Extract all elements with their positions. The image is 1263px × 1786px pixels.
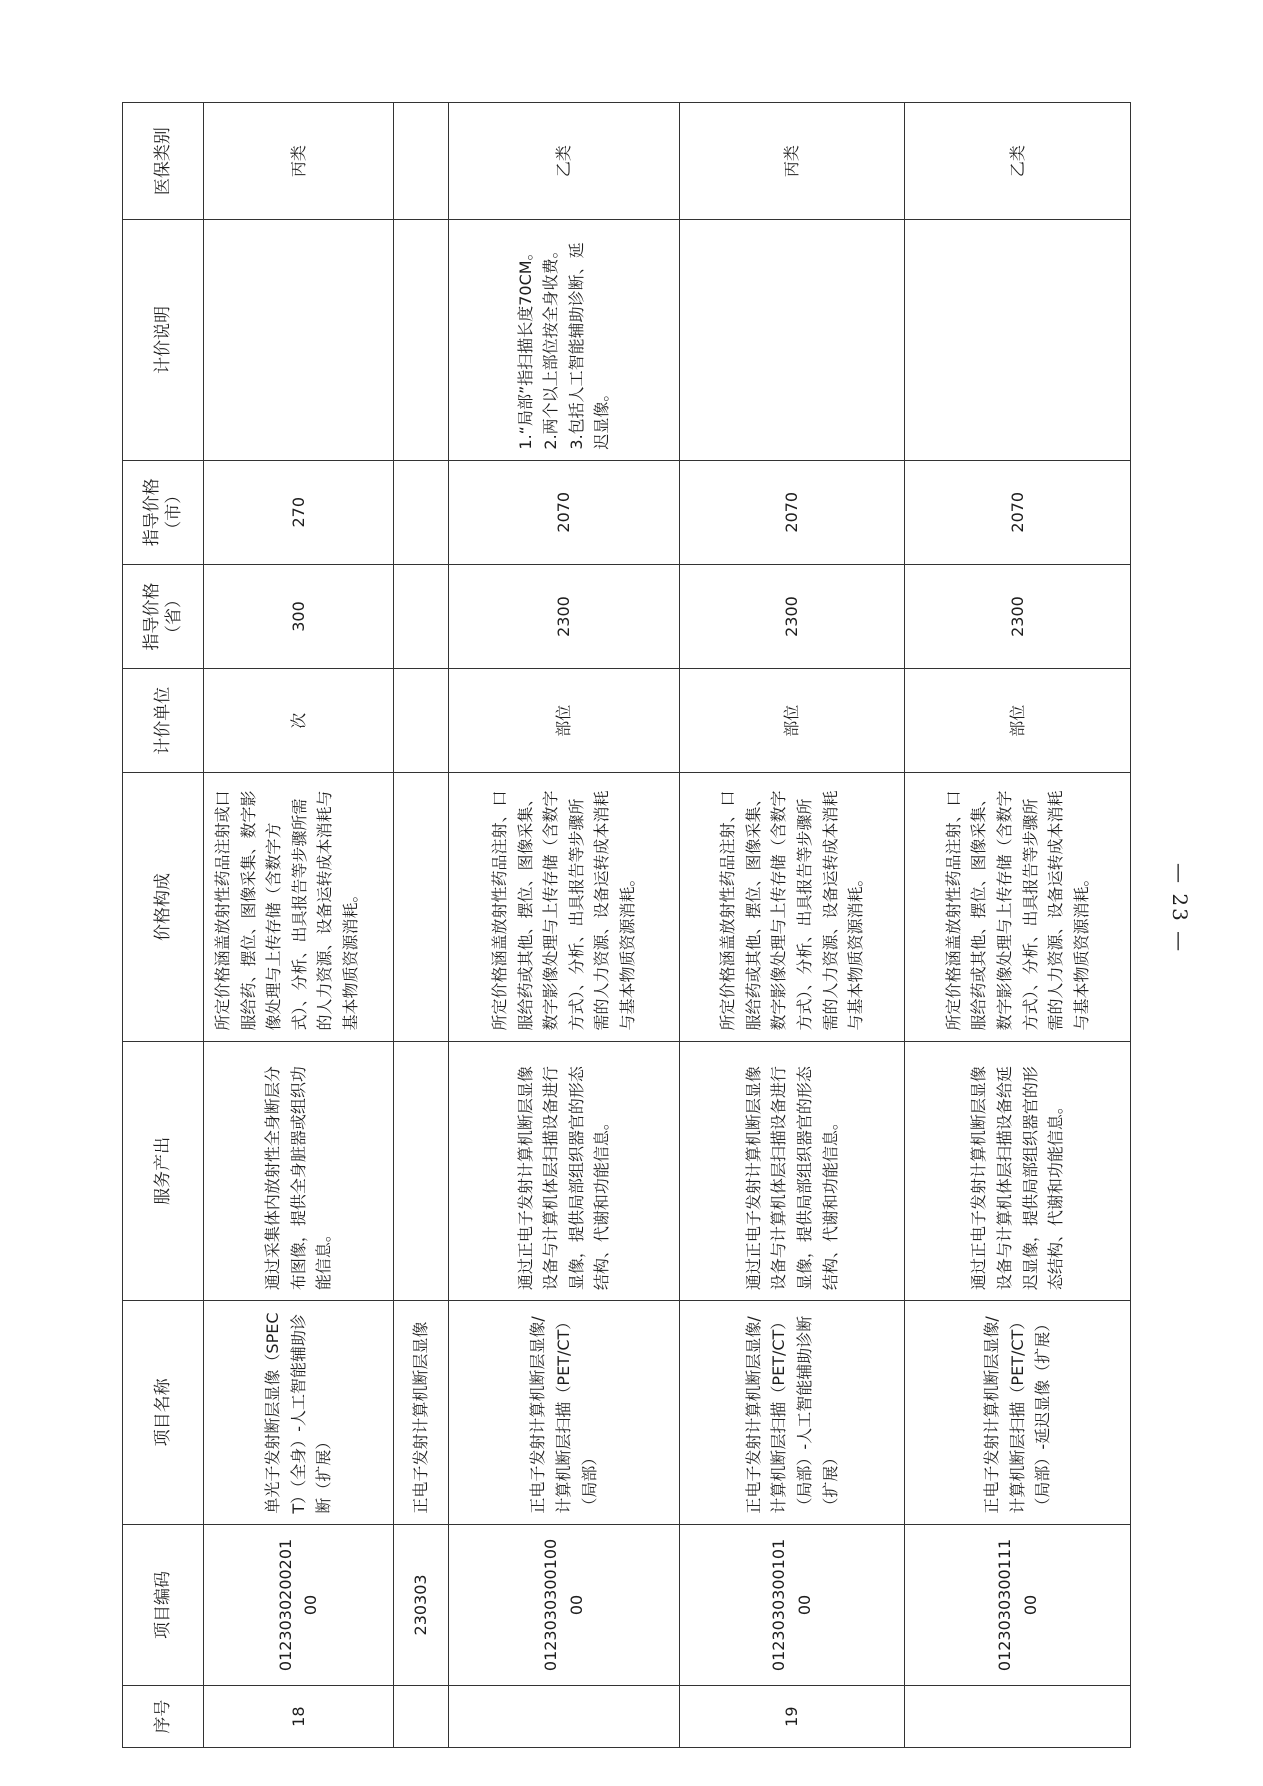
cell-name: 正电子发射计算机断层显像: [393, 1301, 448, 1524]
cell-unit: 部位: [449, 669, 680, 773]
cell-name: 正电子发射计算机断层显像/计算机断层扫描（PET/CT）（局部）: [449, 1301, 680, 1524]
cell-notes: [393, 220, 448, 460]
cell-seq: 18: [204, 1686, 394, 1748]
cell-price-province: 2300: [679, 564, 905, 668]
cell-composition: 所定价格涵盖放射性药品注射、口服给药或其他、摆位、图像采集、数字影像处理与上传存储（含数字方式）、分析、出具报告等步骤所需的人力资源、设备运转成本消耗与基本物质资源消耗。: [449, 773, 680, 1041]
cell-composition: 所定价格涵盖放射性药品注射或口服给药、摆位、图像采集、数字影像处理与上传存储（含数字方式）、分析、出具报告等步骤所需的人力资源、设备运转成本消耗与基本物质资源消耗。: [204, 773, 394, 1041]
cell-category: 乙类: [449, 103, 680, 220]
cell-unit: 部位: [905, 669, 1131, 773]
table-row: [204, 103, 394, 1748]
cell-code: 012303030010100: [679, 1524, 905, 1686]
cell-name: 正电子发射计算机断层显像/计算机断层扫描（PET/CT）（局部）-延迟显像（扩展）: [905, 1301, 1131, 1524]
cell-category: [393, 103, 448, 220]
cell-unit: 次: [204, 669, 394, 773]
cell-service: 通过正电子发射计算机断层显像设备与计算机体层扫描设备给延迟显像，提供局部组织器官的形态结构、代谢和功能信息。: [905, 1041, 1131, 1301]
note-line: 2.两个以上部位按全身收费。: [541, 242, 561, 450]
header-price-province: 指导价格（省）: [123, 564, 204, 668]
table-row: [905, 103, 1131, 1748]
cell-service: 通过正电子发射计算机断层显像设备与计算机体层扫描设备进行显像，提供局部组织器官的形态结构、代谢和功能信息。: [449, 1041, 680, 1301]
header-name: 项目名称: [123, 1301, 204, 1524]
header-composition: 价格构成: [123, 773, 204, 1041]
cell-name: 正电子发射计算机断层显像/计算机断层扫描（PET/CT）（局部）-人工智能辅助诊断（扩展）: [679, 1301, 905, 1524]
table-row: [449, 103, 680, 1748]
table-header-row: [123, 103, 204, 1748]
header-code: 项目编码: [123, 1524, 204, 1686]
cell-composition: 所定价格涵盖放射性药品注射、口服给药或其他、摆位、图像采集、数字影像处理与上传存储（含数字方式）、分析、出具报告等步骤所需的人力资源、设备运转成本消耗与基本物质资源消耗。: [679, 773, 905, 1041]
cell-price-city: 2070: [449, 460, 680, 564]
cell-notes: [905, 220, 1131, 460]
cell-seq: [393, 1686, 448, 1748]
cell-service: 通过采集体内放射性全身断层分布图像，提供全身脏器或组织功能信息。: [204, 1041, 394, 1301]
cell-price-city: 2070: [905, 460, 1131, 564]
cell-seq: [449, 1686, 680, 1748]
table-row: [393, 103, 448, 1748]
cell-price-city: 2070: [679, 460, 905, 564]
header-unit: 计价单位: [123, 669, 204, 773]
cell-category: 丙类: [679, 103, 905, 220]
rotated-page-content: [122, 102, 1131, 1748]
cell-unit: 部位: [679, 669, 905, 773]
cell-service: [393, 1041, 448, 1301]
page-number: — 23 —: [1168, 862, 1192, 954]
cell-price-city: 270: [204, 460, 394, 564]
cell-price-province: 300: [204, 564, 394, 668]
cell-notes: [449, 220, 680, 460]
note-line: 1.“局部”指扫描长度70CM。: [515, 244, 535, 450]
cell-seq: [905, 1686, 1131, 1748]
cell-code: 012303030011100: [905, 1524, 1131, 1686]
cell-notes: [204, 220, 394, 460]
cell-notes: [679, 220, 905, 460]
cell-seq: 19: [679, 1686, 905, 1748]
cell-code: 012303030010000: [449, 1524, 680, 1686]
cell-code: 012303020020100: [204, 1524, 394, 1686]
cell-service: 通过正电子发射计算机断层显像设备与计算机体层扫描设备进行显像，提供局部组织器官的形态结构、代谢和功能信息。: [679, 1041, 905, 1301]
header-seq: 序号: [123, 1686, 204, 1748]
cell-price-province: 2300: [905, 564, 1131, 668]
cell-category: 乙类: [905, 103, 1131, 220]
cell-price-province: [393, 564, 448, 668]
cell-code: 230303: [393, 1524, 448, 1686]
cell-price-province: 2300: [449, 564, 680, 668]
table-row: [679, 103, 905, 1748]
cell-name: 单光子发射断层显像（SPECT）（全身）-人工智能辅助诊断（扩展）: [204, 1301, 394, 1524]
cell-composition: [393, 773, 448, 1041]
cell-composition: 所定价格涵盖放射性药品注射、口服给药或其他、摆位、图像采集、数字影像处理与上传存储（含数字方式）、分析、出具报告等步骤所需的人力资源、设备运转成本消耗与基本物质资源消耗。: [905, 773, 1131, 1041]
header-price-city: 指导价格（市）: [123, 460, 204, 564]
cell-category: 丙类: [204, 103, 394, 220]
header-category: 医保类别: [123, 103, 204, 220]
cell-unit: [393, 669, 448, 773]
header-service: 服务产出: [123, 1041, 204, 1301]
header-notes: 计价说明: [123, 220, 204, 460]
price-table: [122, 102, 1131, 1748]
cell-price-city: [393, 460, 448, 564]
note-line: 3.包括人工智能辅助诊断、延迟显像。: [566, 242, 612, 450]
